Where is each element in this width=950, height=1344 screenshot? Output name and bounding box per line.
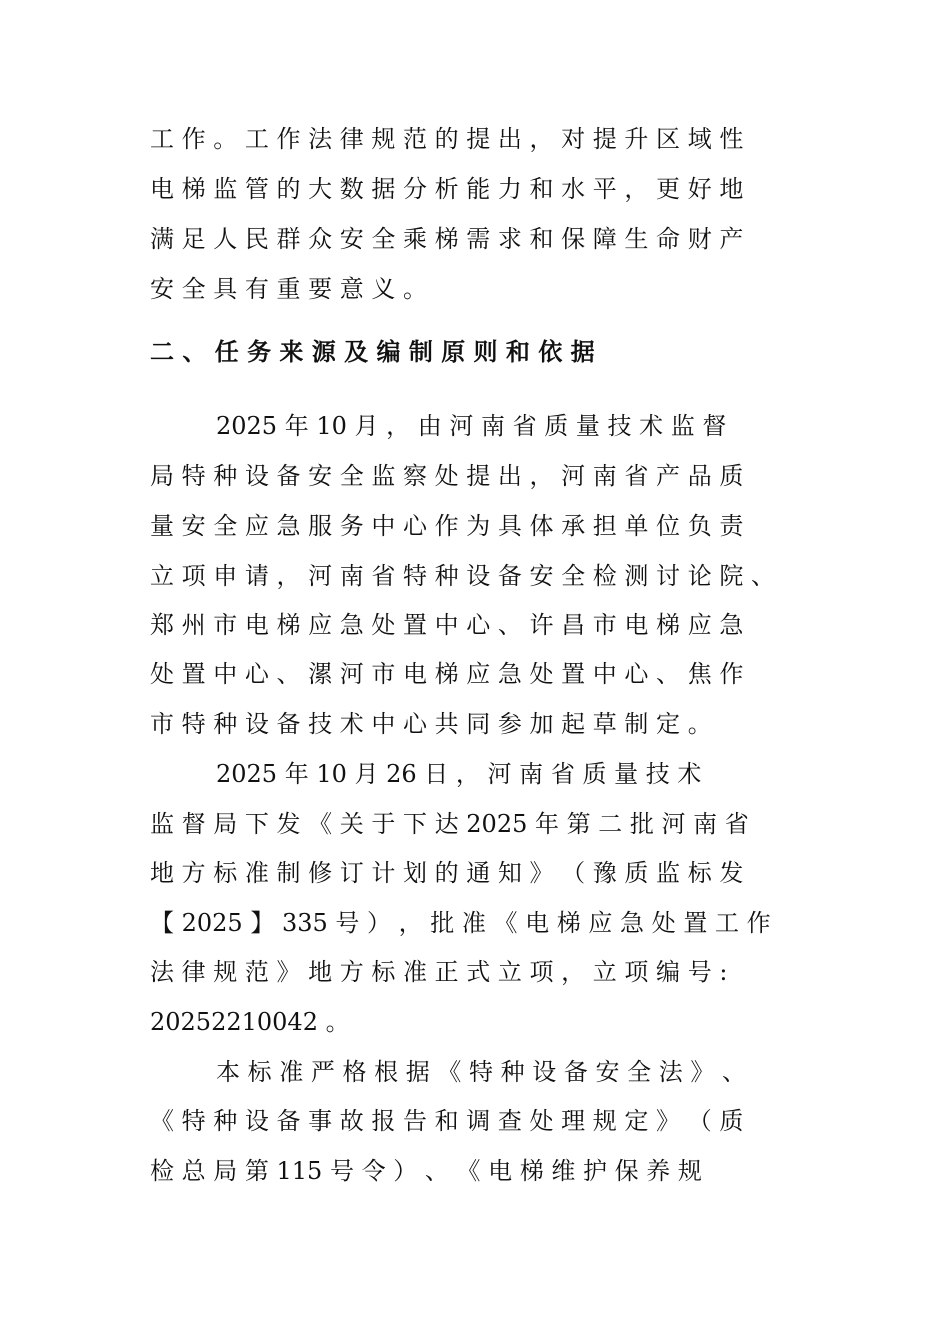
paragraph-line: 工 作 。 工 作 法 律 规 范 的 提 出 ， 对 提 升 区 域 性 (150, 125, 744, 153)
paragraph-line: 本 标 准 严 格 根 据 《 特 种 设 备 安 全 法 》 、 (216, 1058, 747, 1086)
paragraph-line: 电 梯 监 管 的 大 数 据 分 析 能 力 和 水 平 ， 更 好 地 (150, 175, 744, 203)
paragraph-line: 监 督 局 下 发 《 关 于 下 达 2025 年 第 二 批 河 南 省 (150, 810, 749, 838)
paragraph-line: 法 律 规 范 》 地 方 标 准 正 式 立 项 ， 立 项 编 号 : (150, 958, 728, 986)
paragraph-line: 2025 年 10 月 ， 由 河 南 省 质 量 技 术 监 督 (216, 412, 727, 440)
paragraph-line: 2025 年 10 月 26 日 ， 河 南 省 质 量 技 术 (216, 760, 702, 788)
paragraph-line: 处 置 中 心 、 漯 河 市 电 梯 应 急 处 置 中 心 、 焦 作 (150, 660, 744, 688)
section-heading: 二 、 任 务 来 源 及 编 制 原 则 和 依 据 (150, 338, 595, 366)
paragraph-line: 20252210042 。 (150, 1008, 350, 1036)
paragraph-line: 局 特 种 设 备 安 全 监 察 处 提 出 ， 河 南 省 产 品 质 (150, 462, 744, 490)
paragraph-line: 安 全 具 有 重 要 意 义 。 (150, 275, 428, 303)
paragraph-line: 《 特 种 设 备 事 故 报 告 和 调 查 处 理 规 定 》 （ 质 (150, 1107, 744, 1135)
paragraph-line: 立 项 申 请 ， 河 南 省 特 种 设 备 安 全 检 测 讨 论 院 、 (150, 562, 775, 590)
paragraph-line: 地 方 标 准 制 修 订 计 划 的 通 知 》 （ 豫 质 监 标 发 (150, 859, 744, 887)
paragraph-line: 检 总 局 第 115 号 令 ） 、 《 电 梯 维 护 保 养 规 (150, 1157, 702, 1185)
paragraph-line: 市 特 种 设 备 技 术 中 心 共 同 参 加 起 草 制 定 。 (150, 710, 712, 738)
paragraph-line: 郑 州 市 电 梯 应 急 处 置 中 心 、 许 昌 市 电 梯 应 急 (150, 611, 744, 639)
paragraph-line: 量 安 全 应 急 服 务 中 心 作 为 具 体 承 担 单 位 负 责 (150, 512, 744, 540)
paragraph-line: 【 2025 】 335 号 ） ， 批 准 《 电 梯 应 急 处 置 工 作 (150, 909, 771, 937)
paragraph-line: 满 足 人 民 群 众 安 全 乘 梯 需 求 和 保 障 生 命 财 产 (150, 225, 744, 253)
